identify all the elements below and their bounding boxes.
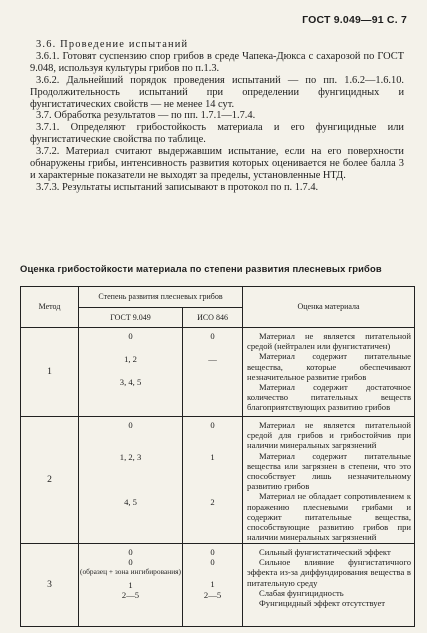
paragraph: 3.7.3. Результаты испытаний записывают в протокол по п. 1.7.4. — [36, 181, 319, 193]
iso-value: 1 — [210, 579, 215, 590]
iso-value: 2 — [210, 497, 215, 508]
table-row — [21, 328, 415, 417]
col-header-iso: ИСО 846 — [183, 307, 243, 328]
paragraph: 3.6.2. Дальнейший порядок проведения испытаний — по пп. 1.6.2—1.6.10. Продолжительность испытаний при определении фунгицидных и фунгистатических свойств — не менее 14 сут. — [30, 74, 404, 110]
table-title: Оценка грибостойкости материала по степени развития плесневых грибов — [20, 263, 382, 274]
iso-value: — — [208, 354, 217, 365]
paragraph: 3.6.1. Готовят суспензию спор грибов в среде Чапека-Дюкса с сахарозой по ГОСТ 9.048, используя культуры грибов по п.1.3. — [30, 50, 404, 74]
paragraph: 3.7. Обработка результатов — по пп. 1.7.1—1.7.4. — [36, 110, 256, 122]
eval-text: Материал не обладает сопротивлением к поражению плесневыми грибами и содержит питательные вещества, способствующие развитию грибов при наличии минеральных загрязнений — [247, 491, 411, 543]
gost-cell — [79, 328, 183, 417]
eval-cell — [243, 417, 415, 544]
col-header-gost: ГОСТ 9.049 — [79, 307, 183, 328]
iso-cell — [183, 417, 243, 544]
iso-value: 0 — [210, 420, 215, 430]
gost-value: 1 — [128, 579, 133, 590]
iso-value: 0 — [210, 547, 215, 557]
gost-value: 0 — [128, 557, 133, 568]
iso-value: 1 — [210, 452, 215, 463]
gost-value: 0 — [128, 331, 133, 341]
eval-text: Материал не является питательной средой для грибов и грибостойчив при наличии минеральных загрязнений — [247, 420, 411, 451]
iso-cell — [183, 544, 243, 627]
iso-cell — [183, 328, 243, 417]
eval-text: Фунгицидный эффект отсутствует — [259, 598, 386, 609]
eval-text: Слабая фунгицидность — [259, 587, 344, 598]
gost-value: 3, 4, 5 — [119, 377, 142, 388]
gost-value: 2—5 — [121, 589, 140, 600]
table-row — [21, 417, 415, 544]
gost-value: (образец + зона ингибирования) — [80, 567, 182, 577]
iso-value: 0 — [210, 331, 215, 341]
gost-cell — [79, 417, 183, 544]
eval-text: Сильное влияние фунгистатичного эффекта из-за диффундирования вещества в питательную среду — [247, 557, 411, 588]
eval-text: Материал содержит достаточное количество питательных веществ благоприятствующих развитию грибов — [247, 382, 411, 413]
col-header-method: Метод — [21, 287, 79, 328]
eval-text: Материал не является питательной средой (нейтрален или фунгистатичен) — [247, 331, 411, 352]
method-cell: 2 — [21, 417, 79, 544]
eval-text: Сильный фунгистатический эффект — [259, 547, 391, 557]
gost-value: 0 — [128, 420, 133, 430]
paragraph: 3.7.2. Материал считают выдержавшим испытание, если на его поверхности обнаружены грибы, интенсивность развития которых оценивается не более балла 3 и характерные показатели не выходят за пределы, установленные НТД. — [30, 146, 404, 181]
col-header-degree: Степень развития плесневых грибов — [79, 287, 243, 308]
eval-cell — [243, 328, 415, 417]
method-cell: 3 — [21, 544, 79, 627]
section-heading: 3.6. Проведение испытаний — [36, 39, 189, 50]
gost-cell — [79, 544, 183, 627]
eval-cell — [243, 544, 415, 627]
method-cell: 1 — [21, 328, 79, 417]
eval-text: Материал содержит питательные вещества или загрязнен в степени, что это способствует лишь незначительному развитию грибов — [247, 450, 411, 492]
page-header: ГОСТ 9.049—91 С. 7 — [302, 14, 407, 26]
table-row — [21, 544, 415, 627]
evaluation-table — [20, 286, 415, 627]
gost-value: 1, 2 — [124, 354, 137, 365]
col-header-eval: Оценка материала — [243, 287, 415, 328]
iso-value: 0 — [210, 557, 215, 568]
paragraph: 3.7.1. Определяют грибостойкость материала и его фунгицидные или фунгистатические свойства по таблице. — [30, 122, 404, 146]
gost-value: 1, 2, 3 — [119, 452, 142, 463]
gost-value: 4, 5 — [124, 497, 137, 508]
gost-value: 0 — [128, 547, 133, 557]
body-text — [30, 39, 404, 194]
eval-text: Материал содержит питательные вещества, которые обеспечивают незначительное развитие грибов — [247, 351, 411, 382]
iso-value: 2—5 — [203, 589, 222, 600]
